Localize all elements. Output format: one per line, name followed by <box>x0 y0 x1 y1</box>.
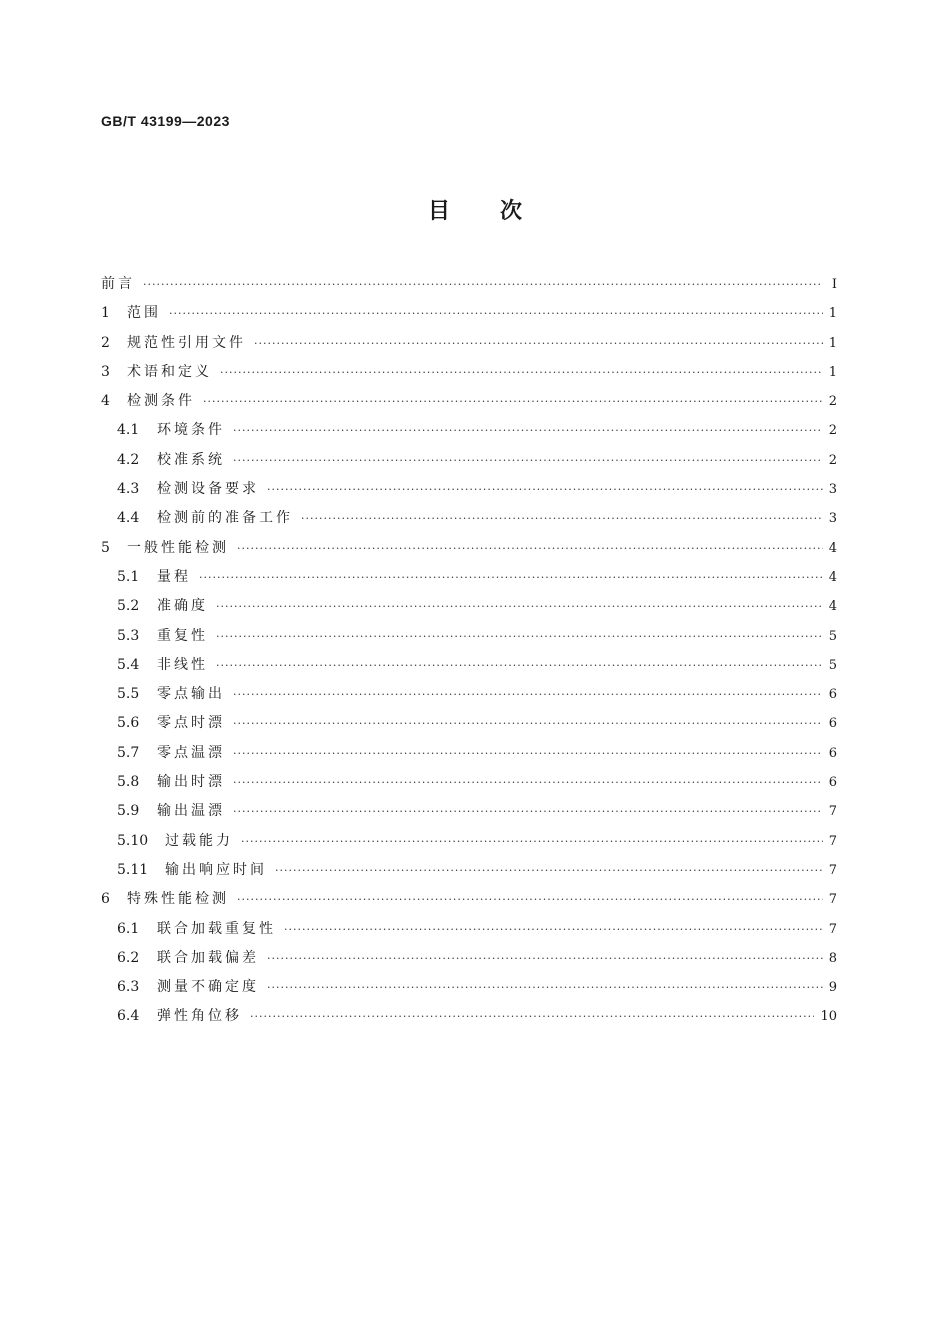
toc-entry[interactable] <box>101 915 837 944</box>
toc-entry-title: 非线性 <box>157 656 208 673</box>
toc-entry-title: 前言 <box>101 276 135 292</box>
toc-entry[interactable] <box>101 1002 837 1031</box>
toc-leader-dots <box>216 651 823 680</box>
toc-entry[interactable] <box>101 416 837 445</box>
toc-entry-number: 5.10 <box>117 832 149 849</box>
title-char-2: 次 <box>500 199 523 224</box>
toc-entry[interactable] <box>101 446 837 475</box>
toc-leader-dots <box>233 768 823 797</box>
toc-entry-number: 5 <box>101 539 110 556</box>
toc-entry-page: 5 <box>828 657 837 673</box>
toc-entry-page: 4 <box>828 569 837 585</box>
toc-entry-number: 4.3 <box>117 481 140 498</box>
toc-entry-page: 2 <box>828 423 837 439</box>
toc-entry-page: 7 <box>828 862 837 878</box>
toc-entry-title: 联合加载重复性 <box>157 920 276 937</box>
toc-entry-number: 4.4 <box>117 510 140 527</box>
toc-entry[interactable] <box>101 856 837 885</box>
toc-leader-dots <box>199 563 823 592</box>
toc-leader-dots <box>233 446 823 475</box>
toc-entry-number: 5.2 <box>117 598 140 615</box>
toc-leader-dots <box>284 915 823 944</box>
toc-leader-dots <box>169 299 823 328</box>
toc-entry-page: 7 <box>828 833 837 849</box>
toc-entry-number: 5.8 <box>117 774 140 791</box>
toc-entry-title: 输出响应时间 <box>165 861 267 878</box>
toc-leader-dots <box>267 944 823 973</box>
toc-entry-number: 6.2 <box>117 949 140 966</box>
toc-entry-title: 输出时漂 <box>157 774 225 791</box>
toc-entry-page: 7 <box>828 804 837 820</box>
toc-entry[interactable] <box>101 827 837 856</box>
toc-entry-page: 1 <box>828 306 837 322</box>
toc-entry-title: 测量不确定度 <box>157 979 259 996</box>
toc-entry[interactable] <box>101 797 837 826</box>
toc-leader-dots <box>267 475 823 504</box>
toc-entry-page: Ⅰ <box>831 277 837 292</box>
toc-entry-title: 重复性 <box>157 627 208 644</box>
toc-leader-dots <box>233 797 823 826</box>
toc-leader-dots <box>220 358 823 387</box>
toc-entry-page: 2 <box>828 394 837 410</box>
toc-entry[interactable] <box>101 563 837 592</box>
toc-entry[interactable] <box>101 387 837 416</box>
toc-entry-number: 6.1 <box>117 920 140 937</box>
toc-entry-page: 5 <box>828 628 837 644</box>
toc-entry-title: 检测前的准备工作 <box>157 510 293 527</box>
toc-entry-page: 6 <box>828 687 837 703</box>
toc-leader-dots <box>216 622 823 651</box>
toc-entry-title: 量程 <box>157 568 191 585</box>
toc-entry[interactable] <box>101 592 837 621</box>
page-title <box>0 194 950 225</box>
toc-leader-dots <box>267 973 823 1002</box>
title-char-1: 目 <box>427 199 450 224</box>
toc-entry-number: 6.4 <box>117 1008 140 1025</box>
toc-leader-dots <box>233 739 823 768</box>
toc-entry[interactable] <box>101 299 837 328</box>
toc-leader-dots <box>301 504 823 533</box>
toc-leader-dots <box>143 270 823 299</box>
toc-entry-title: 零点温漂 <box>157 744 225 761</box>
toc-entry-number: 5.5 <box>117 686 140 703</box>
toc-entry[interactable] <box>101 973 837 1002</box>
toc-entry-page: 8 <box>828 950 837 966</box>
toc-entry-page: 3 <box>828 511 837 527</box>
toc-entry-number: 5.6 <box>117 715 140 732</box>
toc-entry-number: 5.4 <box>117 656 140 673</box>
toc-entry[interactable] <box>101 885 837 914</box>
toc-entry-title: 特殊性能检测 <box>127 891 229 908</box>
toc-entry[interactable] <box>101 739 837 768</box>
toc-leader-dots <box>233 680 823 709</box>
toc-entry-number: 5.7 <box>117 744 140 761</box>
toc-entry[interactable] <box>101 270 837 299</box>
toc-entry-title: 规范性引用文件 <box>127 334 246 351</box>
toc-entry-number: 5.1 <box>117 568 140 585</box>
toc-entry-number: 5.11 <box>117 861 149 878</box>
toc-entry[interactable] <box>101 534 837 563</box>
toc-entry-title: 弹性角位移 <box>157 1008 242 1025</box>
toc-entry[interactable] <box>101 680 837 709</box>
toc-leader-dots <box>250 1002 814 1031</box>
toc-entry-page: 10 <box>820 1009 837 1025</box>
toc-leader-dots <box>275 856 823 885</box>
toc-entry-number: 5.3 <box>117 627 140 644</box>
toc-entry-page: 7 <box>828 921 837 937</box>
toc-entry-title: 输出温漂 <box>157 803 225 820</box>
toc-entry[interactable] <box>101 622 837 651</box>
toc-entry-number: 2 <box>101 334 110 351</box>
toc-entry-number: 6 <box>101 891 110 908</box>
toc-entry-page: 9 <box>828 980 837 996</box>
toc-entry-title: 校准系统 <box>157 451 225 468</box>
toc-entry-title: 零点时漂 <box>157 715 225 732</box>
toc-entry-page: 4 <box>828 599 837 615</box>
toc-entry-number: 6.3 <box>117 979 140 996</box>
toc-leader-dots <box>216 592 823 621</box>
toc-entry-number: 4.1 <box>117 422 140 439</box>
toc-entry[interactable] <box>101 504 837 533</box>
toc-leader-dots <box>254 329 823 358</box>
toc-entry[interactable] <box>101 709 837 738</box>
toc-entry-number: 1 <box>101 305 110 322</box>
toc-entry-page: 4 <box>828 540 837 556</box>
toc-entry-page: 7 <box>828 892 837 908</box>
toc-entry-page: 6 <box>828 775 837 791</box>
toc-entry-number: 4 <box>101 393 110 410</box>
toc-entry-page: 6 <box>828 716 837 732</box>
toc-leader-dots <box>241 827 823 856</box>
toc-entry[interactable] <box>101 358 837 387</box>
toc-entry-number: 3 <box>101 363 110 380</box>
toc-entry[interactable] <box>101 768 837 797</box>
toc-entry-title: 准确度 <box>157 598 208 615</box>
toc-entry-title: 零点输出 <box>157 686 225 703</box>
toc-leader-dots <box>233 416 823 445</box>
toc-entry-page: 1 <box>828 364 837 380</box>
toc-entry[interactable] <box>101 651 837 680</box>
toc-entry-title: 过载能力 <box>165 832 233 849</box>
toc-entry-page: 2 <box>828 452 837 468</box>
toc-leader-dots <box>203 387 823 416</box>
toc-entry-title: 术语和定义 <box>127 363 212 380</box>
toc-entry[interactable] <box>101 944 837 973</box>
toc-entry[interactable] <box>101 475 837 504</box>
standard-code: GB/T 43199—2023 <box>101 113 230 129</box>
toc-leader-dots <box>233 709 823 738</box>
table-of-contents <box>101 270 837 1032</box>
toc-leader-dots <box>237 885 823 914</box>
toc-entry-title: 联合加载偏差 <box>157 949 259 966</box>
toc-entry-number: 4.2 <box>117 451 140 468</box>
toc-entry-page: 1 <box>828 335 837 351</box>
toc-entry-number: 5.9 <box>117 803 140 820</box>
toc-entry-title: 范围 <box>127 305 161 322</box>
toc-entry-title: 检测条件 <box>127 393 195 410</box>
toc-entry[interactable] <box>101 329 837 358</box>
toc-entry-title: 检测设备要求 <box>157 481 259 498</box>
toc-entry-title: 环境条件 <box>157 422 225 439</box>
toc-entry-page: 6 <box>828 745 837 761</box>
toc-entry-title: 一般性能检测 <box>127 539 229 556</box>
toc-entry-page: 3 <box>828 482 837 498</box>
toc-leader-dots <box>237 534 823 563</box>
